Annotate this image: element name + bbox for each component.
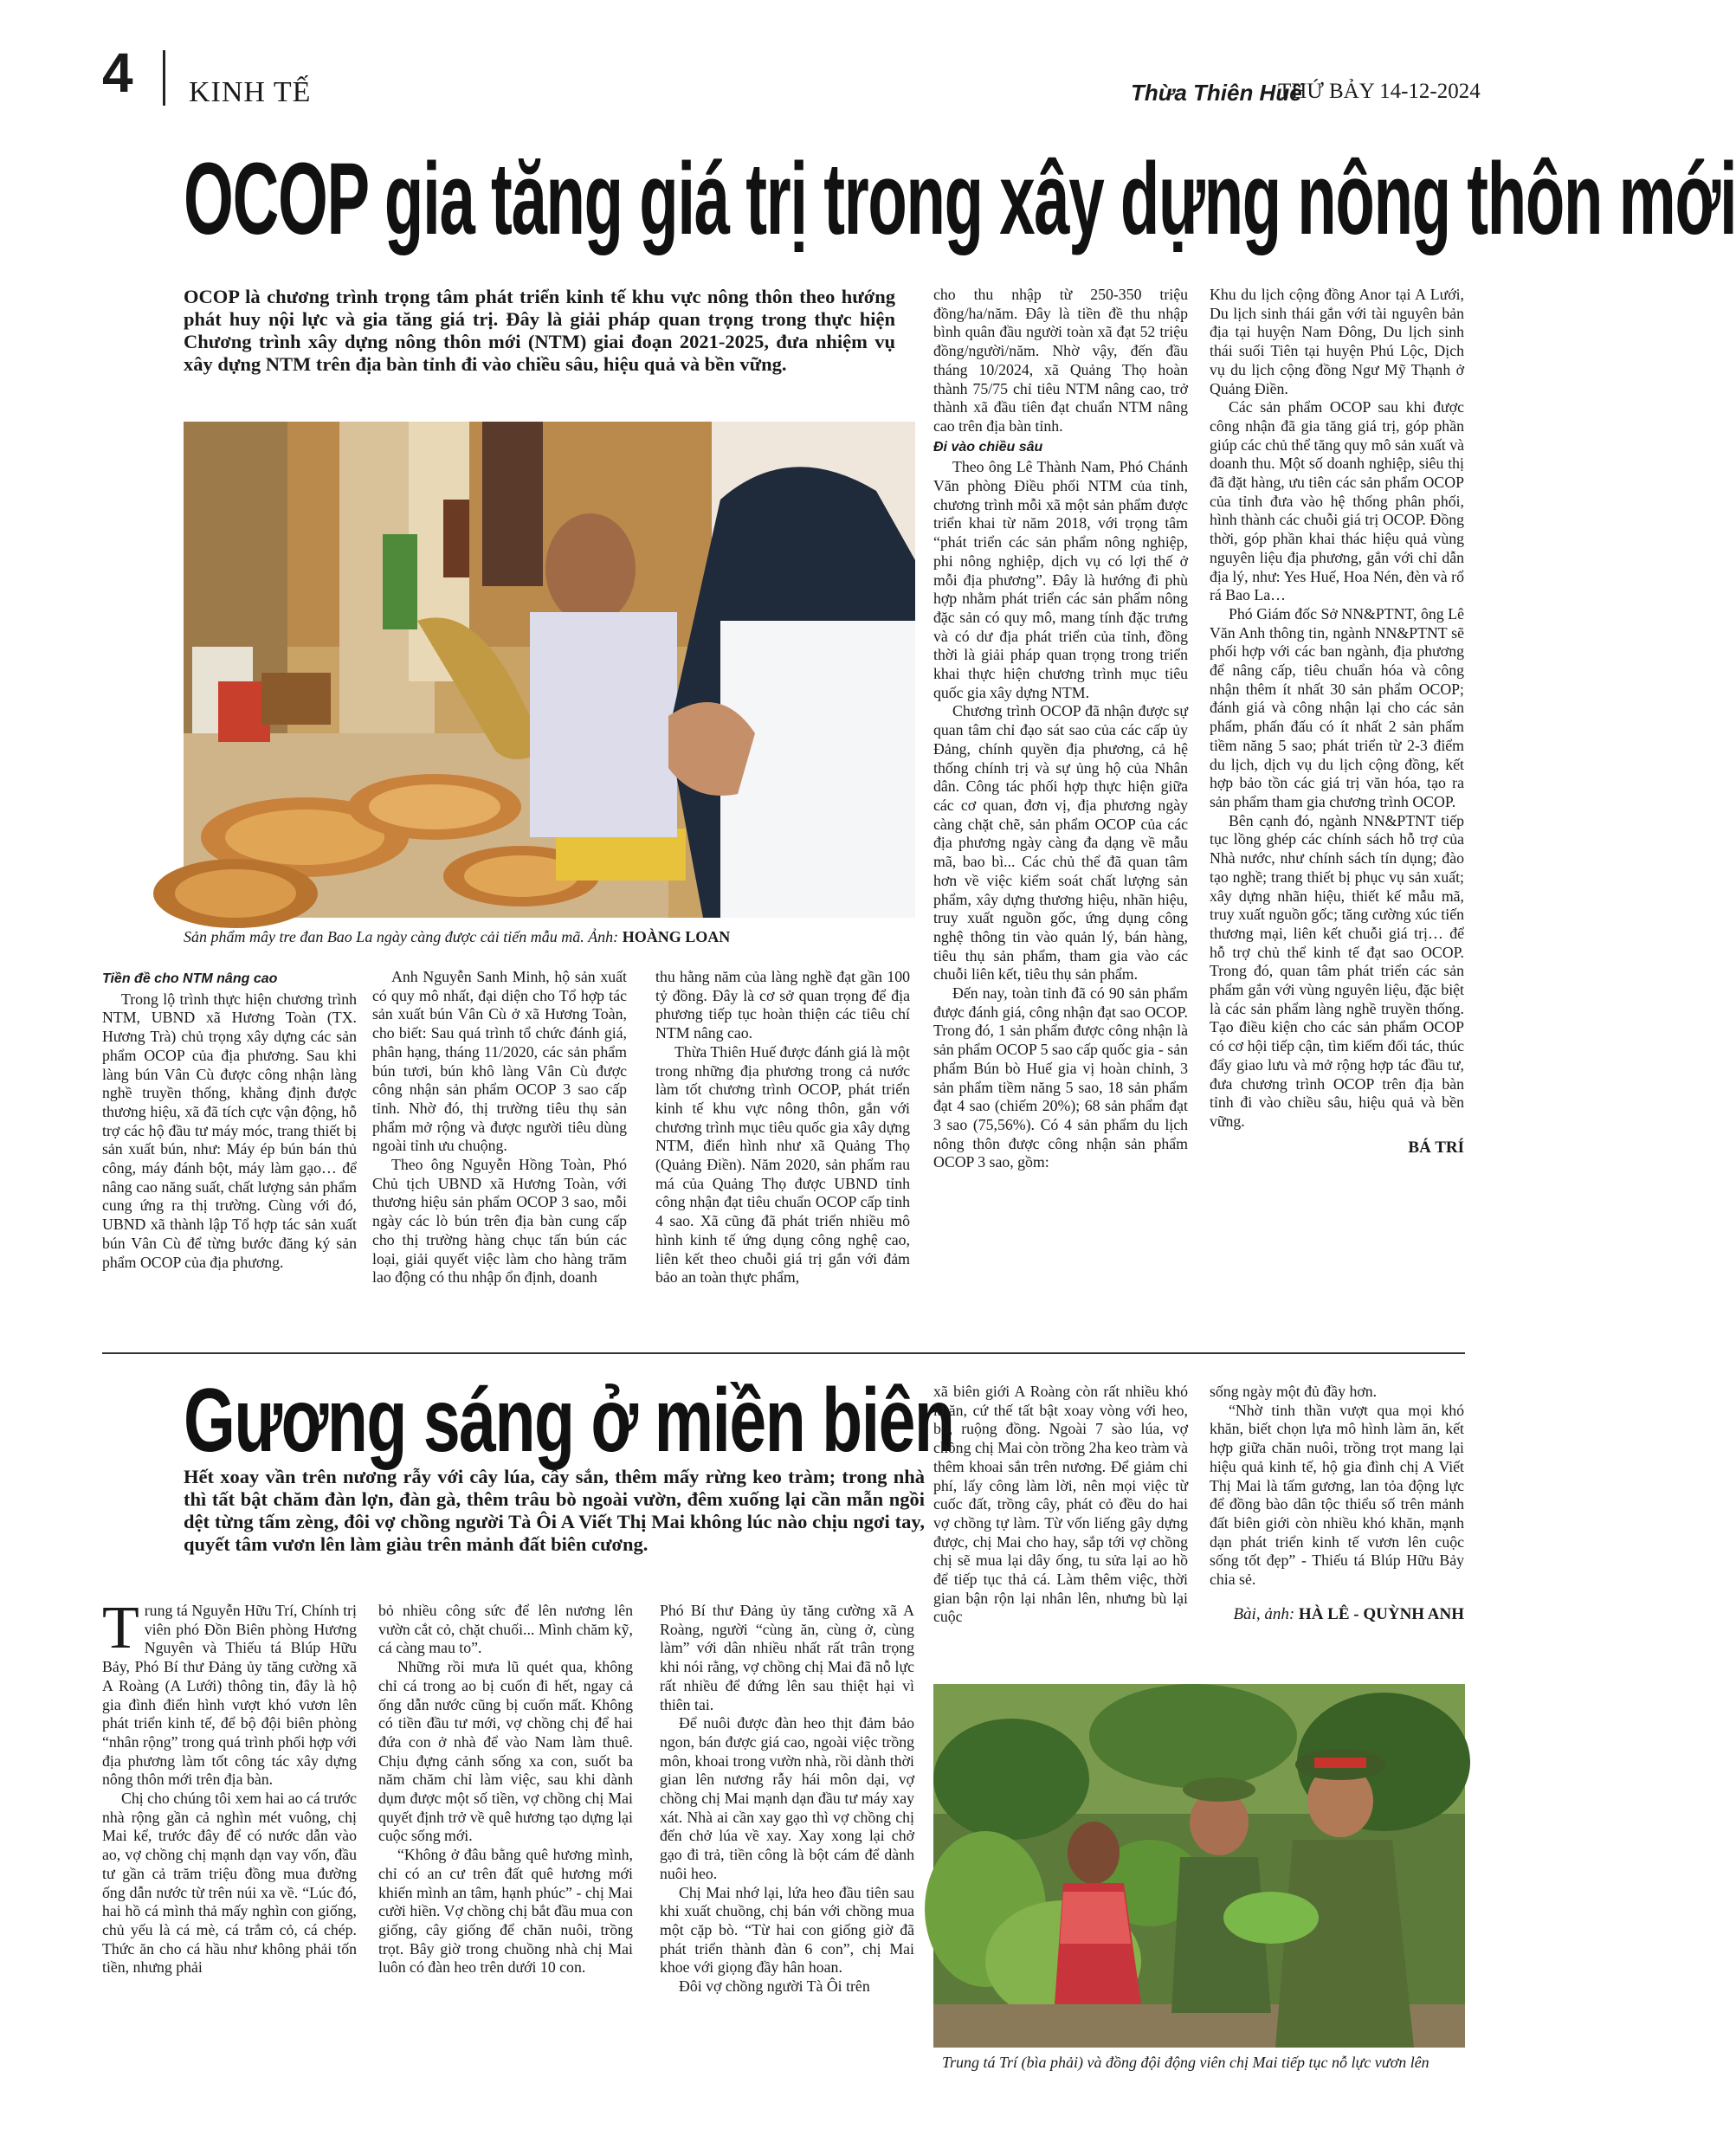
paragraph: Phó Giám đốc Sở NN&PTNT, ông Lê Văn Anh thông tin, ngành NN&PTNT sẽ phối hợp với các ban ngành, địa phương để nâng cấp, tiêu chuẩn hóa và công nhận thêm ít nhất 30 sản phẩm OCOP; đánh giá và công nhận lại cho các sản phẩm, phấn đấu có ít nhất 2 sản phẩm tiềm năng 5 sao; phát triển từ 2-3 điểm du lịch, dịch vụ du lịch cộng đồng, kết hợp bảo tồn các giá trị văn hóa, tạo ra sản phẩm tham gia chương trình OCOP. bbox=[1210, 604, 1464, 810]
photo-credit: HOÀNG LOAN bbox=[622, 928, 731, 945]
article2-byline bbox=[1210, 1605, 1464, 1624]
paragraph: Những rồi mưa lũ quét qua, không chỉ cá trong ao bị cuốn đi hết, ngay cả ống dẫn nước cũng bị cuốn mất. Không có tiền đầu tư mới, vợ chồng chị để hai đứa con ở nhà để vào Nam làm thuê. Chịu đựng cảnh sống xa con, suốt ba năm chăm chỉ làm việc, sau khi dành dụm được một số tiền, vợ chồng chị Mai quyết định trở về quê hương tạo dựng lại cuộc sống mới. bbox=[378, 1658, 633, 1845]
article1-column-2 bbox=[372, 968, 627, 1287]
article1-headline: OCOP gia tăng giá trị trong xây dựng nông thôn mới bbox=[184, 142, 1736, 256]
paragraph: sống ngày một đủ đầy hơn. bbox=[1210, 1383, 1378, 1400]
paragraph: Chị cho chúng tôi xem hai ao cá trước nhà rộng gần cả nghìn mét vuông, chị Mai kể, trước đây để có nước dẫn vào ao, vợ chồng chị mạnh dạn vay vốn, đầu tư gần cả trăm triệu đồng mua đường ống dẫn nước từ trên núi xa về. “Lúc đó, hai hồ cá mình thả mấy nghìn con giống, chủ yếu là cá mè, cá trắm cỏ, cá chép. Thức ăn cho cá hầu như không phải tốn tiền, nhưng phải bbox=[102, 1790, 357, 1977]
paragraph: Theo ông Nguyễn Hồng Toàn, Phó Chủ tịch UBND xã Hương Toàn, với thương hiệu sản phẩm OCOP 3 sao, mỗi ngày các lò bún trên địa bàn cung cấp cho thị trường hàng chục tấn bún các loại, giải quyết việc làm cho hàng trăm lao động có thu nhập ổn định, doanh bbox=[372, 1156, 627, 1287]
paragraph: cho thu nhập từ 250-350 triệu đồng/ha/năm. Đây là tiền đề thu nhập bình quân đầu người toàn xã đạt 52 triệu đồng/người/năm. Nhờ vậy, đến đầu tháng 10/2024, xã Quảng Thọ hoàn thành 75/75 chỉ tiêu NTM nâng cao, trở thành xã đầu tiên đạt chuẩn NTM nâng cao trên địa bàn tỉnh. bbox=[933, 286, 1188, 435]
header-divider bbox=[163, 50, 165, 106]
article1-byline: BÁ TRÍ bbox=[1408, 1138, 1464, 1157]
article2-column-3 bbox=[660, 1602, 914, 1996]
paragraph: “Nhờ tinh thần vượt qua mọi khó khăn, biết chọn lựa mô hình làm ăn, kết hợp giữa chăn nuôi, trồng trọt mang lại hiệu quả kinh tế, hộ gia đình chị A Viết Thị Mai là tấm gương, lan tỏa động lực để đồng bào dân tộc thiểu số trên mảnh đất biên giới còn nhiều khó khăn, mạnh dạn phát triển kinh tế vươn lên cuộc sống tốt đẹp” - Thiếu tá Blúp Hữu Bảy chia sẻ. bbox=[1210, 1401, 1464, 1589]
article2-column-2 bbox=[378, 1602, 633, 1977]
article2-column-4 bbox=[933, 1383, 1188, 1627]
article2-headline: Gương sáng ở miền biên bbox=[184, 1371, 954, 1471]
subheading: Tiền đề cho NTM nâng cao bbox=[102, 971, 278, 986]
article2-photo-caption: Trung tá Trí (bìa phải) và đồng đội động viên chị Mai tiếp tục nỗ lực vươn lên bbox=[942, 2054, 1429, 2071]
article2-column-5 bbox=[1210, 1383, 1464, 1623]
article1-column-1 bbox=[102, 968, 357, 1272]
paragraph bbox=[102, 1595, 357, 1790]
paragraph: Các sản phẩm OCOP sau khi được công nhận đã gia tăng giá trị, góp phần giúp các chủ thể tăng quy mô sản xuất và doanh thu. Một số doanh nghiệp, siêu thị đã đặt hàng, ưu tiên các sản phẩm OCOP của tỉnh đưa vào hệ thống phân phối, hình thành các chuỗi giá trị OCOP. Đồng thời, góp phần khai thác hiệu quả vùng nguyên liệu địa phương, gắn với chỉ dẫn địa lý, như: Yes Huế, Hoa Nén, đèn và rổ rá Bao La… bbox=[1210, 398, 1464, 604]
issue-date: THỨ BẢY 14-12-2024 bbox=[1278, 80, 1481, 103]
paragraph: xã biên giới A Roàng còn rất nhiều khó khăn, cứ thế tất bật xoay vòng với heo, bò, ruộng đồng. Ngoài 7 sào lúa, vợ chồng chị Mai còn trồng 2ha keo tràm và thêm khoai sắn trên nương. Để giảm chi phí, lấy công làm lời, nên mọi việc từ cuốc đất, trồng cây, phát cỏ đều do hai vợ chồng tự làm. Từ vốn liếng gây dựng được, chị Mai cho hay, sắp tới vợ chồng chị sẽ mua lại dây ống, tu sửa lại ao hồ để tiếp tục thả cá. Làm thêm việc, thời gian bận rộn lại nhân lên, nhưng bù lại cuộc bbox=[933, 1383, 1188, 1626]
paragraph: bỏ nhiều công sức để lên nương lên vườn cắt cỏ, chặt chuối... Mình chăm kỹ, cá càng mau to”. bbox=[378, 1602, 633, 1657]
paragraph: Chương trình OCOP đã nhận được sự quan tâm chỉ đạo sát sao của các cấp ủy Đảng, chính quyền địa phương, cả hệ thống chính trị và sự ủng hộ của Nhân dân. Công tác phối hợp thực hiện giữa các cơ quan, đơn vị, địa phương ngày càng chặt chẽ, sản phẩm OCOP của các địa phương ngày càng đa dạng về mẫu mã, bao bì... Các chủ thể đã quan tâm hơn về việc kiểm soát chất lượng sản phẩm, xây dựng thương hiệu, nhãn hiệu, truy xuất nguồn gốc, ứng dụng công nghệ thông tin vào quản lý, bán hàng, tiêu thụ sản phẩm, tham gia vào các chuỗi liên kết, tiêu thụ sản phẩm. bbox=[933, 702, 1188, 984]
paragraph-text: rung tá Nguyễn Hữu Trí, Chính trị viên phó Đồn Biên phòng Hương Nguyên và Thiếu tá Blúp Hữu Bảy, Phó Bí thư Đảng ủy tăng cường xã A Roàng (A Lưới) thông tin, đây là hộ gia đình điển hình vượt khó vươn lên phát triển kinh tế, để bộ đội biên phòng “nhân rộng” trong quá trình phối hợp với địa phương làm tốt công tác xây dựng nông thôn mới trên địa bàn. bbox=[102, 1602, 357, 1789]
article1-lead: OCOP là chương trình trọng tâm phát triển kinh tế khu vực nông thôn theo hướng phát huy nội lực và gia tăng giá trị. Đây là giải pháp quan trọng trong thực hiện Chương trình xây dựng nông thôn mới (NTM) giai đoạn 2021-2025, đưa nhiệm vụ xây dựng NTM trên địa bàn tỉnh đi vào chiều sâu, hiệu quả và bền vững. bbox=[184, 286, 895, 375]
publication-name: Thừa Thiên Huế bbox=[1131, 80, 1302, 106]
article2-lead: Hết xoay vần trên nương rẫy với cây lúa, cây sắn, thêm mấy rừng keo tràm; trong nhà thì tất bật chăm đàn lợn, đàn gà, thêm trâu bò ngoài vườn, đêm xuống lại cần mẫn ngồi dệt từng tấm zèng, đôi vợ chồng người Tà Ôi A Viết Thị Mai không lúc nào chịu ngơi tay, quyết tâm vươn lên làm giàu trên mảnh đất biên cương. bbox=[184, 1466, 925, 1555]
paragraph: Phó Bí thư Đảng ủy tăng cường xã A Roàng, người “cùng ăn, cùng ở, cùng làm” với dân nhiều nhất rất trân trọng khi nói rằng, vợ chồng chị Mai đã nỗ lực rất nhiều để đứng lên sau thiệt hại vì thiên tai. bbox=[660, 1602, 914, 1713]
paragraph: Khu du lịch cộng đồng Anor tại A Lưới, Du lịch sinh thái gắn với tài nguyên bản địa tại huyện Nam Đông, Du lịch sinh thái suối Tiên tại huyện Phú Lộc, Dịch vụ du lịch cộng đồng Ngư Mỹ Thạnh ở Quảng Điền. bbox=[1210, 286, 1464, 397]
article2-column-1 bbox=[102, 1595, 357, 1977]
paragraph: Thừa Thiên Huế được đánh giá là một trong những địa phương trong cả nước làm tốt chương trình OCOP, phát triển kinh tế khu vực nông thôn, gắn với chương trình mục tiêu quốc gia xây dựng NTM, điển hình như xã Quảng Thọ (Quảng Điền). Năm 2020, sản phẩm rau má của Quảng Thọ được UBND tỉnh công nhận đạt tiêu chuẩn OCOP cấp tỉnh 4 sao. Xã cũng đã phát triển nhiều mô hình kinh tế ứng dụng công nghệ cao, liên kết theo chuỗi giá trị gắn với đảm bảo an toàn thực phẩm, bbox=[655, 1042, 910, 1287]
article1-column-4 bbox=[933, 286, 1188, 1172]
article1-column-3 bbox=[655, 968, 910, 1287]
paragraph: Anh Nguyễn Sanh Minh, hộ sản xuất có quy mô nhất, đại diện cho Tổ hợp tác sản xuất bún Vân Cù ở xã Hương Toàn, cho biết: Sau quá trình tổ chức đánh giá, phân hạng, tháng 11/2020, các sản phẩm bún tươi, bún khô làng Vân Cù được công nhận sản phẩm OCOP 3 sao cấp tỉnh. Nhờ đó, thị trường tiêu thụ sản phẩm mở rộng và được người tiêu dùng ngoài tỉnh ưu chuộng. bbox=[372, 968, 627, 1155]
article-divider bbox=[102, 1352, 1465, 1354]
paragraph: Đến nay, toàn tỉnh đã có 90 sản phẩm được đánh giá, công nhận đạt sao OCOP. Trong đó, 1 sản phẩm được công nhận là sản phẩm OCOP 5 sao cấp quốc gia - sản phẩm Bún bò Huế gia vị hoàn chỉnh, 3 sản phẩm tiềm năng 5 sao, 18 sản phẩm đạt 4 sao (chiếm 20%); 68 sản phẩm đạt 3 sao (75,56%). Có 4 sản phẩm du lịch nông thôn được công nhận sản phẩm OCOP 3 sao, gồm: bbox=[933, 984, 1188, 1171]
article1-photo bbox=[184, 422, 915, 918]
paragraph: Bên cạnh đó, ngành NN&PTNT tiếp tục lồng ghép các chính sách hỗ trợ của Nhà nước, như chính sách tín dụng; đào tạo nghề; trang thiết bị phục vụ sản xuất; xây dựng nhãn hiệu, thiết kế mẫu mã, truy xuất nguồn gốc; tăng cường xúc tiến thương mại, liên kết chuỗi giá trị… để hỗ trợ chủ thể kinh tế đạt sao OCOP. Trong đó, quan tâm phát triển các sản phẩm gắn với vùng nguyên liệu, đặc biệt là các sản phẩm làng nghề truyền thống. Tạo điều kiện cho các sản phẩm OCOP có cơ hội tiếp cận, tìm kiếm đối tác, thúc đẩy giao lưu và mở rộng hợp tác đầu tư, đưa chương trình OCOP trên địa bàn tỉnh đi vào chiều sâu, hiệu quả và bền vững. bbox=[1210, 811, 1464, 1130]
caption-text: Sản phẩm mây tre đan Bao La ngày càng được cải tiến mẫu mã. Ảnh: bbox=[184, 928, 619, 945]
section-name: KINH TẾ bbox=[189, 76, 312, 108]
subheading: Đi vào chiều sâu bbox=[933, 439, 1043, 455]
page-number: 4 bbox=[102, 42, 133, 104]
paragraph: thu hằng năm của làng nghề đạt gần 100 tỷ đồng. Đây là cơ sở quan trọng để địa phương tiếp tục hoàn thiện các tiêu chí NTM nâng cao. bbox=[655, 968, 910, 1042]
article1-column-5 bbox=[1210, 286, 1464, 1157]
paragraph: Đôi vợ chồng người Tà Ôi trên bbox=[679, 1977, 870, 1996]
article1-photo-caption bbox=[184, 928, 915, 946]
article2-photo bbox=[933, 1684, 1465, 2048]
paragraph: Theo ông Lê Thành Nam, Phó Chánh Văn phòng Điều phối NTM của tỉnh, chương trình mỗi xã một sản phẩm được triển khai từ năm 2018, với trọng tâm “phát triển các sản phẩm nông nghiệp, phi nông nghiệp, dịch vụ có lợi thế ở mỗi địa phương”. Đây là hướng đi phù hợp nhằm phát triển các sản phẩm nông đặc sản có quy mô, mang tính đặc trưng và có dư địa phát triển của tỉnh, đồng thời là giải pháp quan trọng trong triển khai thực hiện chương trình mục tiêu quốc gia xây dựng NTM. bbox=[933, 458, 1188, 701]
drop-cap: T bbox=[102, 1595, 139, 1661]
paragraph: Trong lộ trình thực hiện chương trình NTM, UBND xã Hương Toàn (TX. Hương Trà) chủ trọng xây dựng các sản phẩm OCOP của địa phương. Sau khi làng bún Vân Cù được công nhận làng nghề truyền thống, khẳng định được thương hiệu, xã đã tích cực vận động, hỗ trợ các hộ đầu tư máy móc, trang thiết bị sản xuất bún, như: Máy ép bún bán thủ công, máy đánh bột, máy làm gạo… để nâng cao năng suất, chất lượng sản phẩm cung ứng ra thị trường. Cùng với đó, UBND xã thành lập Tổ hợp tác sản xuất bún Vân Cù để từng bước đăng ký sản phẩm OCOP của địa phương. bbox=[102, 990, 357, 1271]
byline-names: HÀ LÊ - QUỲNH ANH bbox=[1298, 1604, 1464, 1623]
paragraph: “Không ở đâu bằng quê hương mình, chỉ có an cư trên đất quê hương mới khiến mình an tâm, hạnh phúc” - chị Mai cười hiền. Vợ chồng chị bắt đầu mua con giống, cây giống để chăn nuôi, trồng trọt. Bây giờ trong chuồng nhà chị Mai luôn có đàn heo trên dưới 10 con. bbox=[378, 1846, 633, 1977]
paragraph: Để nuôi được đàn heo thịt đảm bảo ngon, bán được giá cao, ngoài việc trồng môn, khoai trong vườn nhà, rồi dành thời gian lên nương rẫy hái môn dại, vợ chồng chị Mai mạnh dạn đầu tư máy xay xát. Nhà ai cần xay gạo thì vợ chồng chị đến chở lúa về xay. Xay xong lại chở gạo đi trả, tiền công là bột cám để dành nuôi heo. bbox=[660, 1714, 914, 1882]
paragraph: Chị Mai nhớ lại, lứa heo đầu tiên sau khi xuất chuồng, chị bán với chồng mua một cặp bò. “Từ hai con giống giờ đã phát triển thành đàn 6 con”, chị Mai khoe với giọng đầy hân hoan. bbox=[660, 1883, 914, 1977]
byline-label: Bài, ảnh: bbox=[1233, 1604, 1295, 1623]
